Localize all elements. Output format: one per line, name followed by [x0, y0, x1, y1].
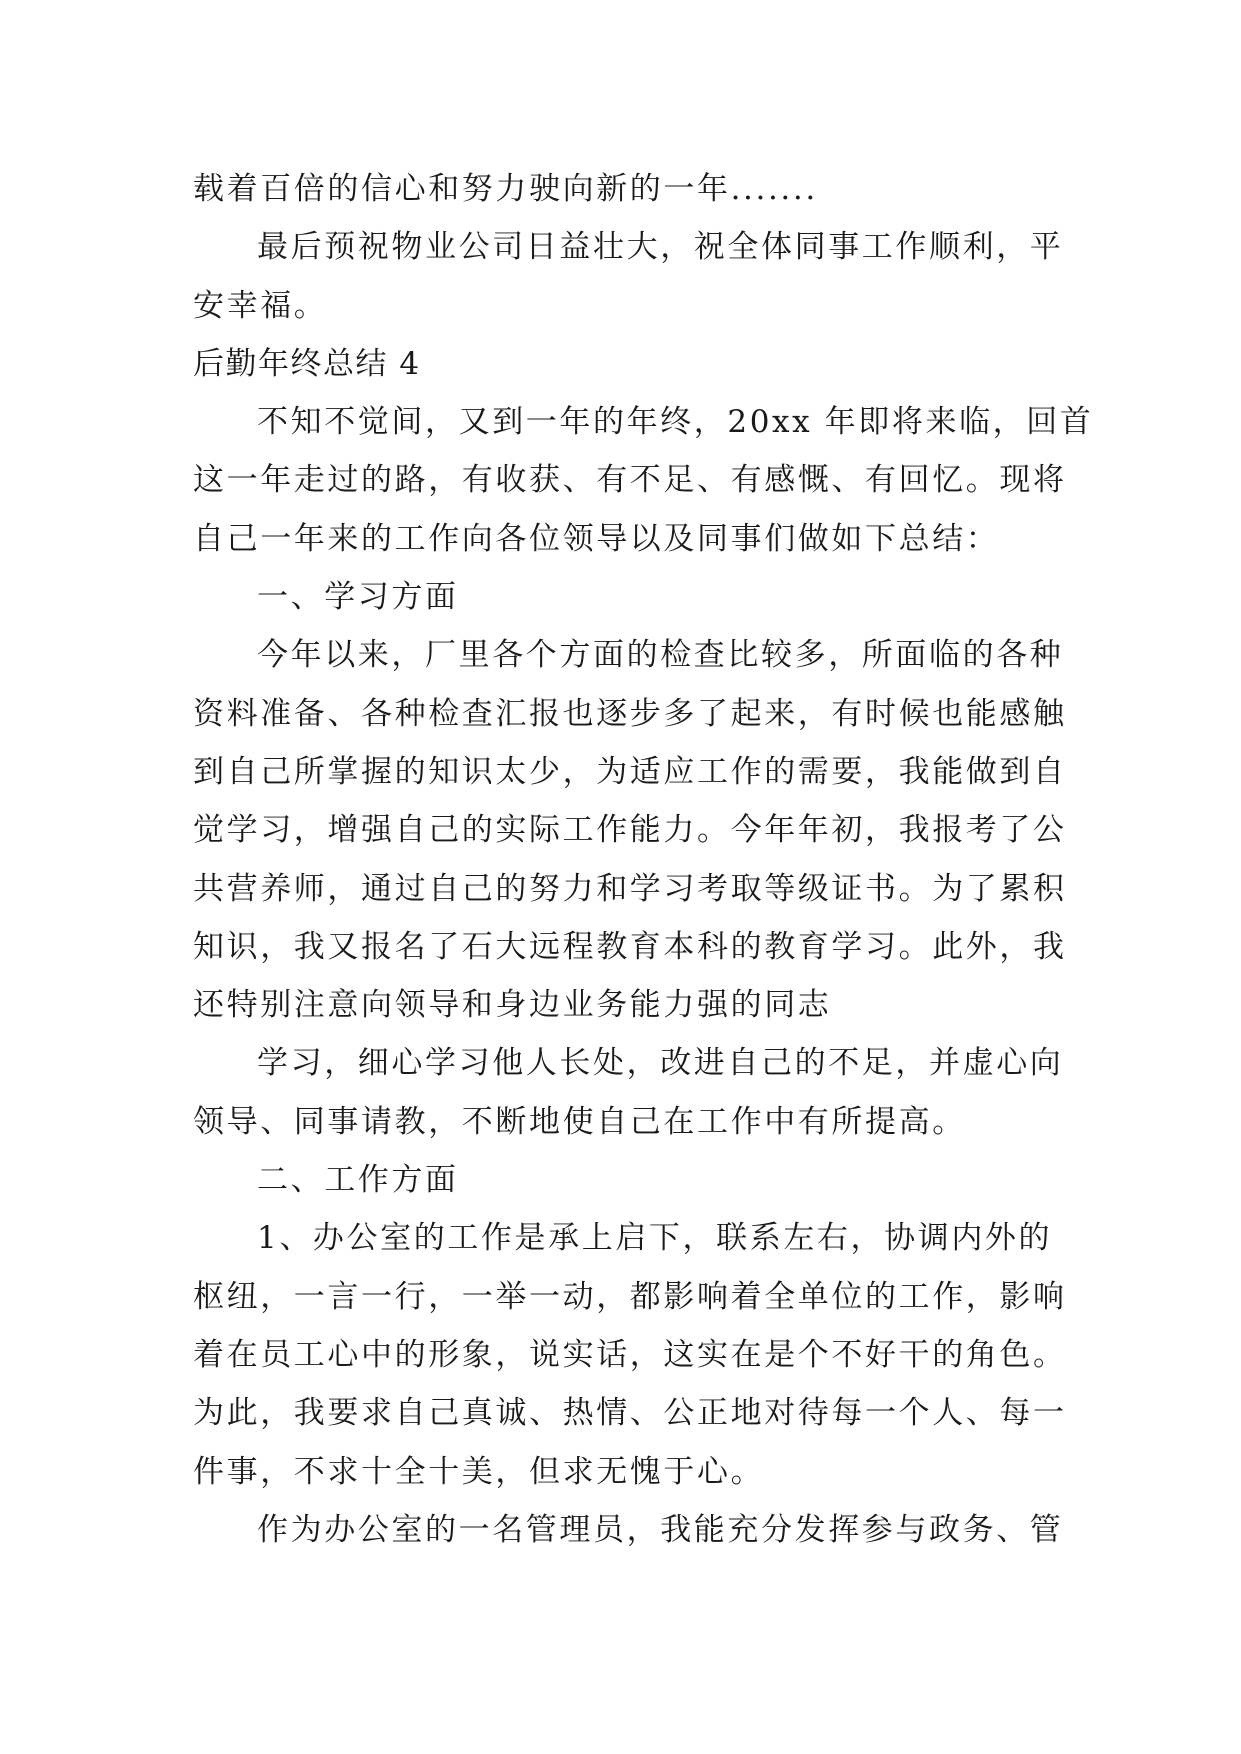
text-line-24: 作为办公室的一名管理员，我能充分发挥参与政务、管 [257, 1511, 1064, 1548]
text-line-21: 着在员工心中的形象，说实话，这实在是个不好干的角色。 [193, 1336, 1067, 1373]
text-line-15: 还特别注意向领导和身边业务能力强的同志 [193, 987, 832, 1024]
text-line-23: 件事，不求十全十美，但求无愧于心。 [193, 1453, 765, 1490]
text-line-7: 自己一年来的工作向各位领导以及同事们做如下总结： [193, 520, 1000, 557]
text-line-10: 资料准备、各种检查汇报也逐步多了起来，有时候也能感触 [193, 695, 1067, 732]
text-line-6: 这一年走过的路，有收获、有不足、有感慨、有回忆。现将 [193, 462, 1067, 499]
text-line-1: 载着百倍的信心和努力驶向新的一年....... [193, 171, 818, 207]
text-line-9: 今年以来，厂里各个方面的检查比较多，所面临的各种 [257, 637, 1064, 674]
subheading-study: 一、学习方面 [257, 579, 459, 616]
text-line-16: 学习，细心学习他人长处，改进自己的不足，并虚心向 [257, 1045, 1064, 1082]
text-line-3: 安幸福。 [193, 287, 328, 324]
text-line-19: 1、办公室的工作是承上启下，联系左右，协调内外的 [257, 1220, 1053, 1257]
text-line-20: 枢纽，一言一行，一举一动，都影响着全单位的工作，影响 [193, 1278, 1067, 1315]
text-line-11: 到自己所掌握的知识太少，为适应工作的需要，我能做到自 [193, 753, 1067, 790]
text-line-12: 觉学习，增强自己的实际工作能力。今年年初，我报考了公 [193, 812, 1067, 849]
text-line-2: 最后预祝物业公司日益壮大，祝全体同事工作顺利，平 [257, 229, 1064, 266]
document-body [193, 160, 1094, 1559]
subheading-work: 二、工作方面 [257, 1162, 459, 1199]
text-line-22: 为此，我要求自己真诚、热情、公正地对待每一个人、每一 [193, 1395, 1067, 1432]
section-title: 后勤年终总结 4 [193, 345, 421, 382]
text-line-13: 共营养师，通过自己的努力和学习考取等级证书。为了累积 [193, 870, 1067, 907]
text-line-14: 知识，我又报名了石大远程教育本科的教育学习。此外，我 [193, 928, 1067, 965]
text-line-5: 不知不觉间，又到一年的年终，20xx 年即将来临，回首 [257, 404, 1094, 441]
text-line-17: 领导、同事请教，不断地使自己在工作中有所提高。 [193, 1103, 966, 1140]
